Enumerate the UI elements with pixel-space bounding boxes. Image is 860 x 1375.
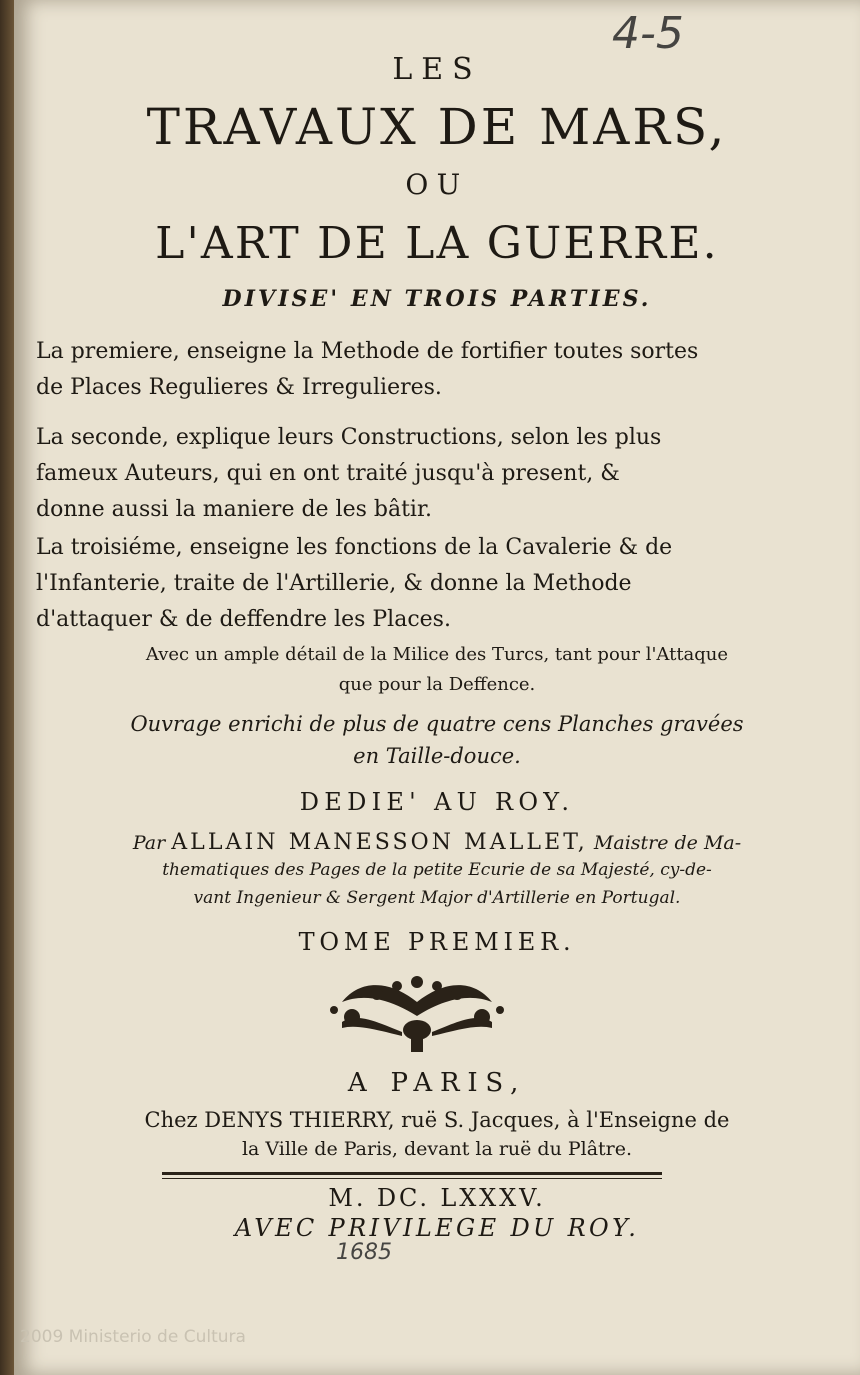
- part-one-line: La premiere, enseigne la Methode de fortifier toutes sortes: [36, 339, 699, 364]
- publication-date: M. DC. LXXXV.: [328, 1184, 546, 1212]
- title-ou: OU: [405, 168, 469, 201]
- author-line-2: thematiques des Pages de la petite Ecurie de sa Majesté, cy-de-: [162, 860, 712, 880]
- turcs-line-2: que pour la Deffence.: [338, 674, 536, 695]
- author-line-3: vant Ingenieur & Sergent Major d'Artillerie en Portugal.: [193, 888, 681, 908]
- imprint-city: A PARIS,: [347, 1068, 527, 1098]
- author-title-start: Maistre de Ma-: [593, 832, 742, 854]
- part-two-line: fameux Auteurs, qui en ont traité jusqu'à present, &: [36, 461, 620, 486]
- ouvrage-line-1: Ouvrage enrichi de plus de quatre cens Planches gravées: [130, 712, 744, 736]
- author-par: Par: [132, 832, 166, 854]
- part-three-line: l'Infanterie, traite de l'Artillerie, & donne la Methode: [36, 571, 632, 596]
- fleuron-ornament-icon: [322, 972, 512, 1056]
- copyright-watermark: 2009 Ministerio de Cultura: [20, 1327, 246, 1347]
- part-two-text: [36, 420, 661, 528]
- part-three-line: d'attaquer & de deffendre les Places.: [36, 607, 451, 632]
- privilege: AVEC PRIVILEGE DU ROY.: [234, 1214, 640, 1242]
- title-subtitle: L'ART DE LA GUERRE.: [155, 218, 719, 269]
- part-two-line: donne aussi la maniere de les bâtir.: [36, 497, 433, 522]
- title-page: [14, 0, 860, 1375]
- ouvrage-line-2: en Taille-douce.: [353, 744, 521, 768]
- thick-rule: [162, 1172, 662, 1175]
- handwritten-shelf-mark: 4-5: [612, 8, 684, 59]
- dedication: DEDIE' AU ROY.: [299, 788, 575, 816]
- handwritten-year: 1685: [336, 1240, 392, 1265]
- author-line-1: [14, 830, 860, 855]
- part-one-line: de Places Regulieres & Irregulieres.: [36, 375, 442, 400]
- imprint-address: la Ville de Paris, devant la ruë du Plâtre.: [241, 1138, 633, 1160]
- tome-label: TOME PREMIER.: [298, 928, 576, 956]
- thin-rule: [162, 1178, 662, 1179]
- title-main: TRAVAUX DE MARS,: [146, 98, 728, 156]
- book-spine-edge: [0, 0, 14, 1375]
- title-les: LES: [392, 52, 482, 87]
- author-name: ALLAIN MANESSON MALLET,: [171, 830, 588, 855]
- part-one-text: [36, 334, 698, 406]
- division-heading: DIVISE' EN TROIS PARTIES.: [222, 286, 652, 312]
- turcs-line-1: Avec un ample détail de la Milice des Turcs, tant pour l'Attaque: [145, 644, 729, 665]
- part-three-text: [36, 530, 672, 638]
- part-two-line: La seconde, explique leurs Constructions, selon les plus: [36, 425, 662, 450]
- part-three-line: La troisiéme, enseigne les fonctions de la Cavalerie & de: [36, 535, 673, 560]
- imprint-publisher: Chez DENYS THIERRY, ruë S. Jacques, à l'Enseigne de: [144, 1108, 730, 1132]
